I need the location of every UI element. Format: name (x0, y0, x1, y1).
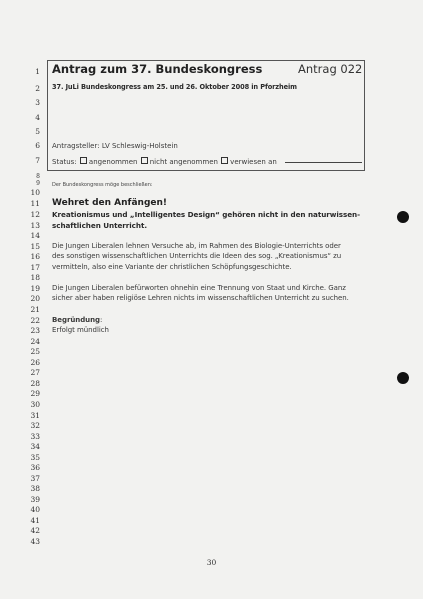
verwiesen-an-blank-line[interactable] (285, 162, 362, 163)
line-number: 36 (30, 463, 40, 472)
punch-hole (397, 372, 409, 384)
line-number: 43 (30, 537, 40, 546)
status-option: nicht angenommen (149, 158, 218, 166)
paragraph-line: des sonstigen wissenschaftlichen Unterrichts die Ideen des sog. „Kreationismus“ zu (52, 252, 342, 260)
line-number: 23 (30, 326, 40, 335)
intro-text: Der Bundeskongress möge beschließen: (52, 182, 153, 188)
status-option: angenommen (88, 158, 138, 166)
line-number: 27 (30, 368, 40, 377)
line-number: 33 (30, 432, 40, 441)
line-number: 22 (30, 316, 40, 325)
line-number: 17 (30, 263, 40, 272)
line-number: 10 (30, 188, 40, 197)
paragraph-line: Die Jungen Liberalen befürworten ohnehin eine Trennung von Staat und Kirche. Ganz (52, 284, 346, 292)
reason-label: Begründung (52, 316, 101, 324)
line-number: 34 (30, 442, 40, 451)
line-number: 31 (30, 411, 40, 420)
status-label: Status: (52, 158, 77, 166)
line-number: 13 (30, 221, 40, 230)
line-number: 16 (30, 252, 40, 261)
reason-heading (52, 317, 102, 324)
line-number: 35 (30, 453, 40, 462)
motion-subheading-line: schaftlichen Unterricht. (52, 221, 148, 230)
page-number: 30 (206, 558, 217, 567)
line-number: 38 (30, 484, 40, 493)
line-number: 30 (30, 400, 40, 409)
line-number: 6 (35, 141, 40, 150)
antrag-number: Antrag 022 (298, 62, 363, 76)
line-number: 20 (30, 294, 40, 303)
line-number: 8 (36, 173, 40, 180)
line-number: 41 (30, 516, 40, 525)
congress-subtitle: 37. JuLi Bundeskongress am 25. und 26. Oktober 2008 in Pforzheim (52, 83, 297, 91)
line-number: 24 (30, 337, 40, 346)
line-number: 25 (30, 347, 40, 356)
checkbox-verwiesen-an[interactable] (221, 157, 228, 164)
line-number: 18 (30, 273, 40, 282)
line-number: 39 (30, 495, 40, 504)
applicant-line: Antragsteller: LV Schleswig-Holstein (52, 142, 178, 150)
reason-colon: : (100, 316, 103, 324)
line-number: 14 (30, 231, 40, 240)
document-title: Antrag zum 37. Bundeskongress (52, 62, 263, 76)
line-number: 42 (30, 526, 40, 535)
status-row (52, 157, 277, 166)
line-number: 4 (35, 113, 40, 122)
header-box (47, 60, 365, 171)
line-number: 3 (35, 98, 40, 107)
line-number: 37 (30, 474, 40, 483)
punch-hole (397, 211, 409, 223)
line-number: 32 (30, 421, 40, 430)
line-number: 7 (35, 156, 40, 165)
reason-text: Erfolgt mündlich (52, 326, 109, 334)
paragraph-line: vermitteln, also eine Variante der christlichen Schöpfungsgeschichte. (52, 263, 292, 271)
status-option: verwiesen an (230, 158, 277, 166)
line-number: 9 (36, 180, 40, 187)
line-number: 2 (35, 84, 40, 93)
motion-subheading-line: Kreationismus und „Intelligentes Design“ gehören nicht in den naturwissen- (52, 210, 361, 219)
line-number: 19 (30, 284, 40, 293)
checkbox-angenommen[interactable] (80, 157, 87, 164)
line-number: 21 (30, 305, 40, 314)
paragraph-line: Die Jungen Liberalen lehnen Versuche ab, im Rahmen des Biologie-Unterrichts oder (52, 242, 341, 250)
line-number: 29 (30, 389, 40, 398)
checkbox-nicht-angenommen[interactable] (141, 157, 148, 164)
line-number: 26 (30, 358, 40, 367)
line-number: 12 (30, 210, 40, 219)
line-number: 5 (35, 127, 40, 136)
paragraph-line: sicher aber haben religiöse Lehren nichts im wissenschaftlichen Unterricht zu suchen. (52, 294, 349, 302)
line-number: 1 (35, 67, 40, 76)
line-number: 28 (30, 379, 40, 388)
motion-heading: Wehret den Anfängen! (52, 198, 168, 208)
line-number: 40 (30, 505, 40, 514)
line-number: 15 (30, 242, 40, 251)
line-number: 11 (30, 199, 40, 208)
